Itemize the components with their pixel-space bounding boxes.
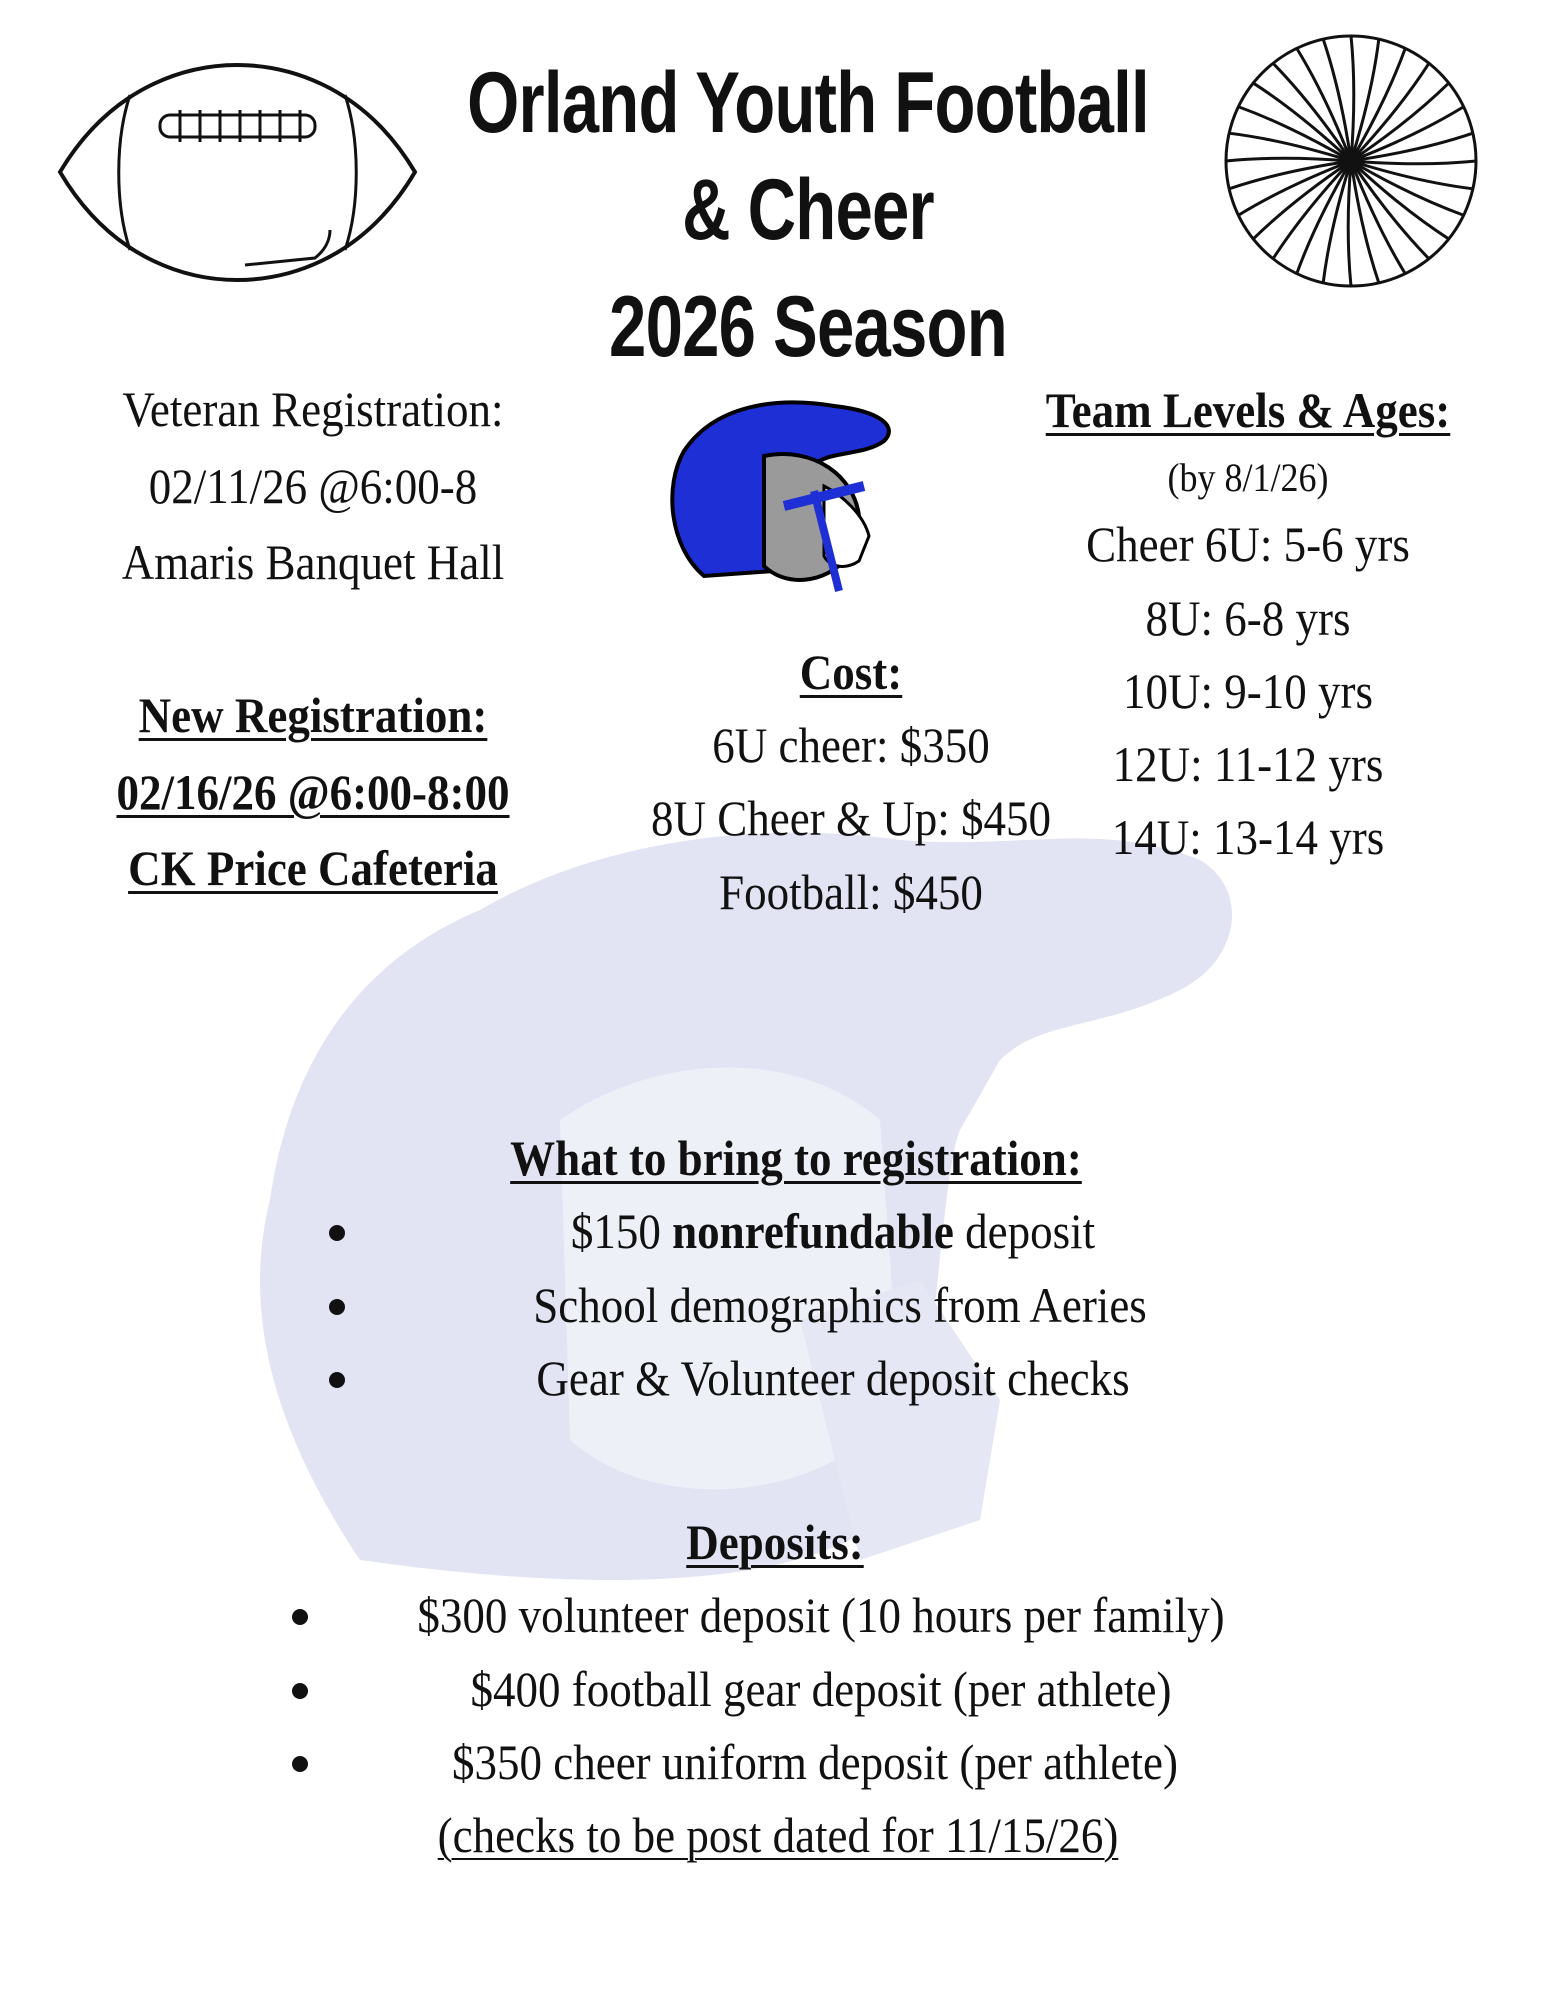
deposit-item: $300 volunteer deposit (10 hours per family) (417, 1587, 1225, 1643)
bring-item: School demographics from Aeries (533, 1277, 1147, 1333)
new-registration-date: 02/16/26 @6:00-8:00 (116, 764, 510, 820)
deposit-item: $400 football gear deposit (per athlete) (470, 1661, 1172, 1717)
pom-pom-icon (1214, 22, 1489, 300)
title-line-1: Orland Youth Football (467, 55, 1149, 151)
cost-item: Football: $450 (719, 864, 983, 920)
bullet-icon (329, 1225, 345, 1241)
new-registration-location: CK Price Cafeteria (128, 840, 498, 896)
team-level-item: 8U: 6-8 yrs (1145, 590, 1351, 646)
bullet-icon (292, 1756, 308, 1772)
bring-item: Gear & Volunteer deposit checks (536, 1350, 1130, 1406)
team-level-item: Cheer 6U: 5-6 yrs (1086, 516, 1410, 572)
deposits-heading: Deposits: (686, 1514, 864, 1570)
deposits-note: (checks to be post dated for 11/15/26) (437, 1807, 1119, 1863)
spartan-logo (664, 396, 900, 596)
bring-item (570, 1203, 1096, 1259)
bullet-icon (292, 1609, 308, 1625)
bring-item-bold: nonrefundable (672, 1203, 954, 1259)
team-level-item: 14U: 13-14 yrs (1111, 809, 1385, 865)
team-levels-heading: Team Levels & Ages: (1045, 382, 1451, 438)
bullet-icon (329, 1372, 345, 1388)
veteran-location: Amaris Banquet Hall (121, 534, 505, 590)
title-line-3: 2026 Season (609, 279, 1007, 375)
football-icon (55, 60, 420, 285)
bullet-icon (329, 1299, 345, 1315)
deposit-item: $350 cheer uniform deposit (per athlete) (452, 1734, 1178, 1790)
veteran-heading: Veteran Registration: (122, 381, 504, 437)
bring-item-text: deposit (953, 1203, 1096, 1259)
title-line-2: & Cheer (682, 162, 934, 258)
bring-item-text: $150 (570, 1203, 673, 1259)
cost-item: 8U Cheer & Up: $450 (651, 790, 1051, 846)
cost-heading: Cost: (799, 644, 903, 700)
cost-item: 6U cheer: $350 (712, 717, 990, 773)
team-level-item: 12U: 11-12 yrs (1112, 736, 1384, 792)
team-level-item: 10U: 9-10 yrs (1123, 663, 1373, 719)
new-registration-heading: New Registration: (138, 687, 488, 743)
bullet-icon (292, 1683, 308, 1699)
veteran-date: 02/11/26 @6:00-8 (148, 458, 478, 514)
bring-heading: What to bring to registration: (510, 1130, 1082, 1186)
spartan-watermark-image (240, 800, 1280, 1600)
team-levels-note: (by 8/1/26) (1167, 455, 1329, 500)
